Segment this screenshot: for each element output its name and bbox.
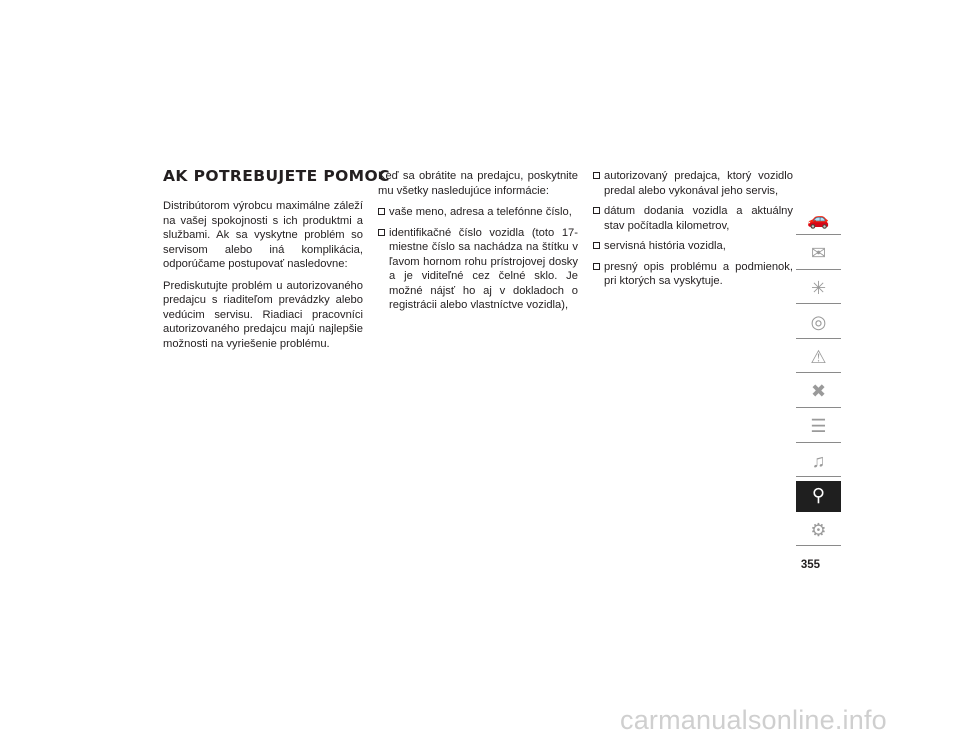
tab-getting-to-know[interactable] — [796, 239, 841, 270]
tab-customer-assistance[interactable] — [796, 481, 841, 512]
tab-index[interactable] — [796, 515, 841, 546]
tab-vehicle-info[interactable] — [796, 204, 841, 235]
airbag-icon: ✳ — [810, 277, 827, 298]
info-list-continued — [593, 169, 793, 289]
tab-multimedia[interactable] — [796, 446, 841, 477]
page-number: 355 — [800, 559, 820, 571]
list-item: vaše meno, adresa a telefónne číslo, — [378, 205, 578, 220]
tab-safety[interactable] — [796, 273, 841, 304]
list-item: servisná história vozidla, — [593, 239, 793, 254]
info-list — [378, 205, 578, 313]
warning-car-icon: ⚠ — [810, 346, 827, 367]
intro-paragraph: Keď sa obrátite na predajcu, poskytnite mu všetky nasledujúce informácie: — [378, 170, 578, 197]
watermark: carmanualsonline.info — [620, 705, 887, 735]
multimedia-icon: ♫ — [811, 450, 826, 471]
steering-wheel-icon: ◎ — [810, 312, 827, 333]
paragraph: Prediskutujte problém u autorizovaného predajcu s riaditeľom prevádzky alebo vedúcim servisu. Riadiaci pracovníci autorizovaného predajcu majú najlepšie možnosti na vyriešenie problému. — [163, 279, 363, 350]
car-info-icon: 🚗 — [807, 208, 830, 229]
tab-technical[interactable] — [796, 412, 841, 443]
right-column — [593, 169, 793, 295]
list-item: autorizovaný predajca, ktorý vozidlo predal alebo vykonával jeho servis, — [593, 169, 793, 198]
list-item: dátum dodania vozidla a aktuálny stav počítadla kilometrov, — [593, 204, 793, 233]
section-heading: AK POTREBUJETE POMOC — [163, 167, 390, 185]
tab-driving[interactable] — [796, 308, 841, 339]
list-item: presný opis problému a podmienok, pri ktorých sa vyskytuje. — [593, 260, 793, 289]
tab-servicing[interactable] — [796, 377, 841, 408]
left-column — [163, 199, 363, 358]
search-icon: ⚲ — [811, 485, 826, 506]
paragraph: Distribútorom výrobcu maximálne záleží na vašej spokojnosti s ich produktmi a službami. Ak sa vyskytne problém so servisom alebo iná komplikácia, odporúčame postupovať nasledovne: — [163, 200, 363, 270]
middle-column — [378, 169, 578, 319]
envelope-sun-icon: ✉ — [810, 243, 827, 264]
chapter-tabs — [796, 204, 841, 550]
car-tools-icon: ✖ — [810, 381, 827, 402]
list-item: identifikačné číslo vozidla (toto 17-miestne číslo sa nachádza na štítku v ľavom hornom rohu prístrojovej dosky a je viditeľné cez čelné sklo. Je možné nájsť ho aj v dokladoch o registrácii alebo vlastníctve vozidla), — [378, 226, 578, 313]
index-icon: ⚙ — [810, 519, 827, 540]
tab-emergency[interactable] — [796, 342, 841, 373]
checklist-gear-icon: ☰ — [810, 416, 827, 437]
